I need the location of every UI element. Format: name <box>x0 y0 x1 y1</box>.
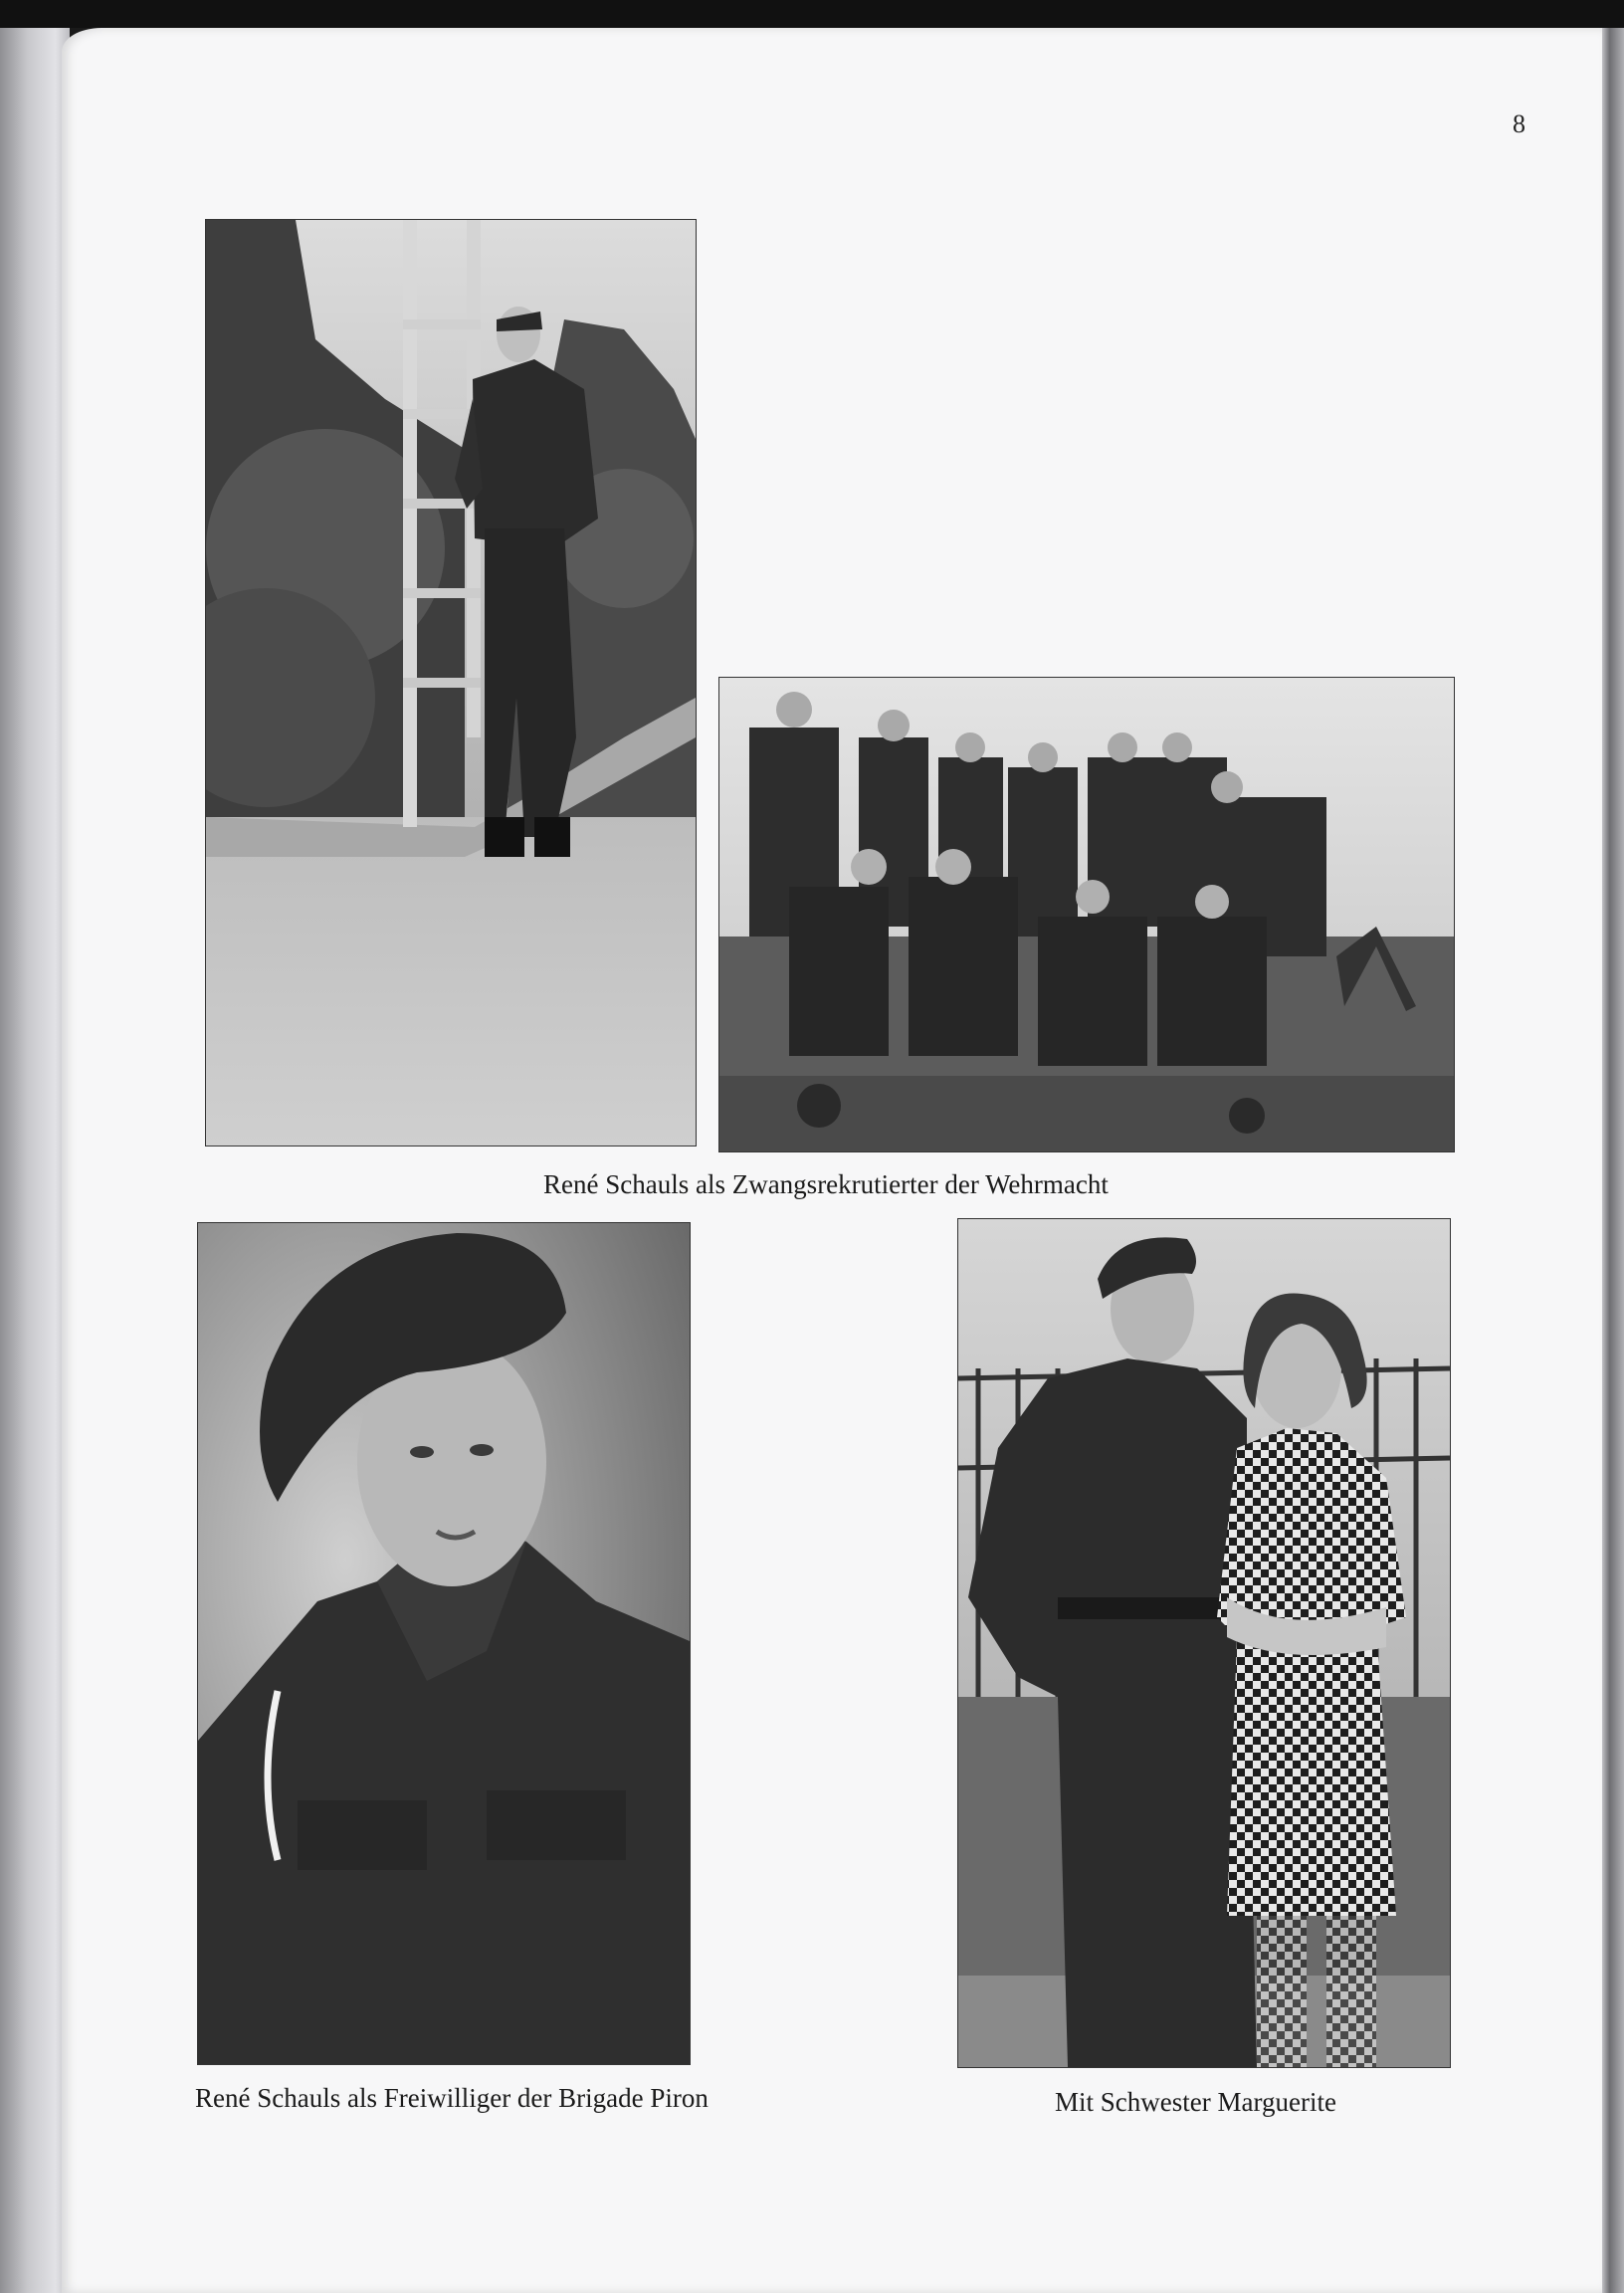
photo-soldier-by-ladder <box>205 219 697 1146</box>
caption-brigade-piron: René Schauls als Freiwilliger der Brigade Piron <box>195 2083 709 2113</box>
page-number: 8 <box>1513 109 1525 138</box>
book-fore-edge <box>1600 28 1624 2293</box>
photo-group-of-soldiers <box>718 677 1455 1152</box>
photo-group-of-soldiers-icon <box>719 678 1454 1151</box>
photo-portrait-beret <box>197 1222 691 2065</box>
scan-top-border <box>0 0 1624 28</box>
photo-portrait-beret-icon <box>198 1223 690 2064</box>
photo-soldier-by-ladder-icon <box>206 220 696 1146</box>
caption-wehrmacht: René Schauls als Zwangsrekrutierter der Wehrmacht <box>543 1169 1109 1199</box>
book-spine-edge <box>0 28 70 2293</box>
photo-soldier-with-sister-icon <box>958 1219 1450 2067</box>
photo-soldier-with-sister <box>957 1218 1451 2068</box>
caption-sister: Mit Schwester Marguerite <box>1055 2087 1336 2117</box>
